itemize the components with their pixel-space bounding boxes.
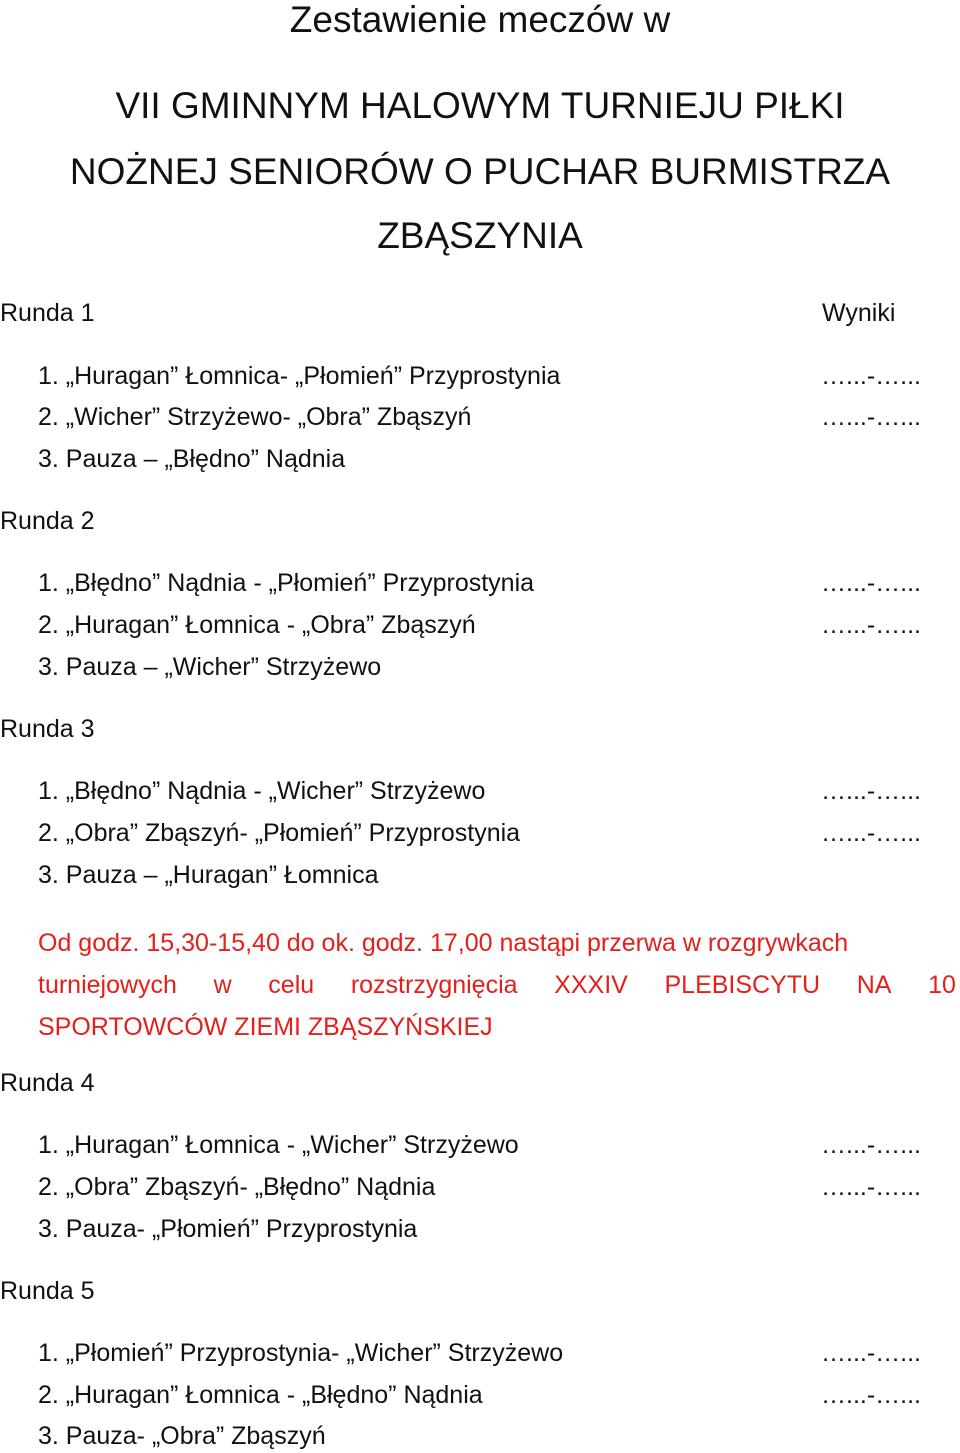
round-2-label: Runda 2 [0,507,95,535]
notice-line-3: SPORTOWCÓW ZIEMI ZBĄSZYŃSKIEJ [38,1013,493,1041]
match-result: …...-…... [821,777,921,805]
results-header: Wyniki [822,299,896,327]
match-text: 1. „Błędno” Nądnia - „Płomień” Przyprostynia [38,569,535,597]
match-result: …...-…... [821,569,921,597]
match-row [38,1421,938,1451]
match-text: 2. „Obra” Zbąszyń- „Błędno” Nądnia [38,1173,436,1201]
match-text: 3. Pauza- „Płomień” Przyprostynia [38,1215,418,1243]
match-text: 1. „Płomień” Przyprostynia- „Wicher” Strzyżewo [38,1339,564,1367]
match-text: 2. „Obra” Zbąszyń- „Płomień” Przyprostynia [38,819,521,847]
notice-word: NA [856,971,892,999]
round-4-label: Runda 4 [0,1069,95,1097]
match-text: 3. Pauza – „Błędno” Nądnia [38,445,346,473]
match-row [38,361,938,391]
match-text: 1. „Huragan” Łomnica- „Płomień” Przyprostynia [38,362,561,390]
match-result: …...-…... [821,403,921,431]
match-result: …...-…... [821,1339,921,1367]
match-result: …...-…... [821,1381,921,1409]
notice-line-2 [38,964,956,1006]
match-text: 3. Pauza – „Wicher” Strzyżewo [38,653,382,681]
match-row [38,1338,938,1368]
notice-word: w [213,971,232,999]
match-text: 2. „Huragan” Łomnica - „Błędno” Nądnia [38,1381,483,1409]
tournament-title-line-3: ZBĄSZYNIA [377,215,583,256]
match-row [38,1130,938,1160]
match-row [38,1172,938,1202]
document-title: Zestawienie meczów w [289,0,671,40]
match-row [38,402,938,432]
match-result: …...-…... [821,362,921,390]
match-text: 3. Pauza – „Huragan” Łomnica [38,861,379,889]
match-result: …...-…... [821,819,921,847]
break-notice [38,922,956,1048]
notice-word: 10 [928,971,956,999]
match-row [38,610,938,640]
match-row [38,568,938,598]
match-row [38,444,938,474]
tournament-title-line-1: VII GMINNYM HALOWYM TURNIEJU PIŁKI [115,85,845,126]
match-row [38,1380,938,1410]
match-row [38,776,938,806]
match-row [38,860,938,890]
notice-word: XXXIV [554,971,628,999]
notice-word: rozstrzygnięcia [350,971,518,999]
match-result: …...-…... [821,611,921,639]
match-result: …...-…... [821,1173,921,1201]
round-5-label: Runda 5 [0,1277,95,1305]
match-text: 2. „Huragan” Łomnica - „Obra” Zbąszyń [38,611,476,639]
round-1-label: Runda 1 [0,299,95,327]
match-row [38,652,938,682]
match-row [38,1214,938,1244]
tournament-title-line-2: NOŻNEJ SENIORÓW O PUCHAR BURMISTRZA [69,151,891,192]
notice-word: PLEBISCYTU [664,971,821,999]
match-text: 1. „Błędno” Nądnia - „Wicher” Strzyżewo [38,777,486,805]
match-row [38,818,938,848]
notice-line-1: Od godz. 15,30-15,40 do ok. godz. 17,00 nastąpi przerwa w rozgrywkach [38,929,849,957]
match-text: 3. Pauza- „Obra” Zbąszyń [38,1422,326,1450]
match-result: …...-…... [821,1131,921,1159]
match-text: 1. „Huragan” Łomnica - „Wicher” Strzyżewo [38,1131,519,1159]
notice-word: celu [268,971,315,999]
round-3-label: Runda 3 [0,715,95,743]
notice-word: turniejowych [38,971,177,999]
match-text: 2. „Wicher” Strzyżewo- „Obra” Zbąszyń [38,403,472,431]
